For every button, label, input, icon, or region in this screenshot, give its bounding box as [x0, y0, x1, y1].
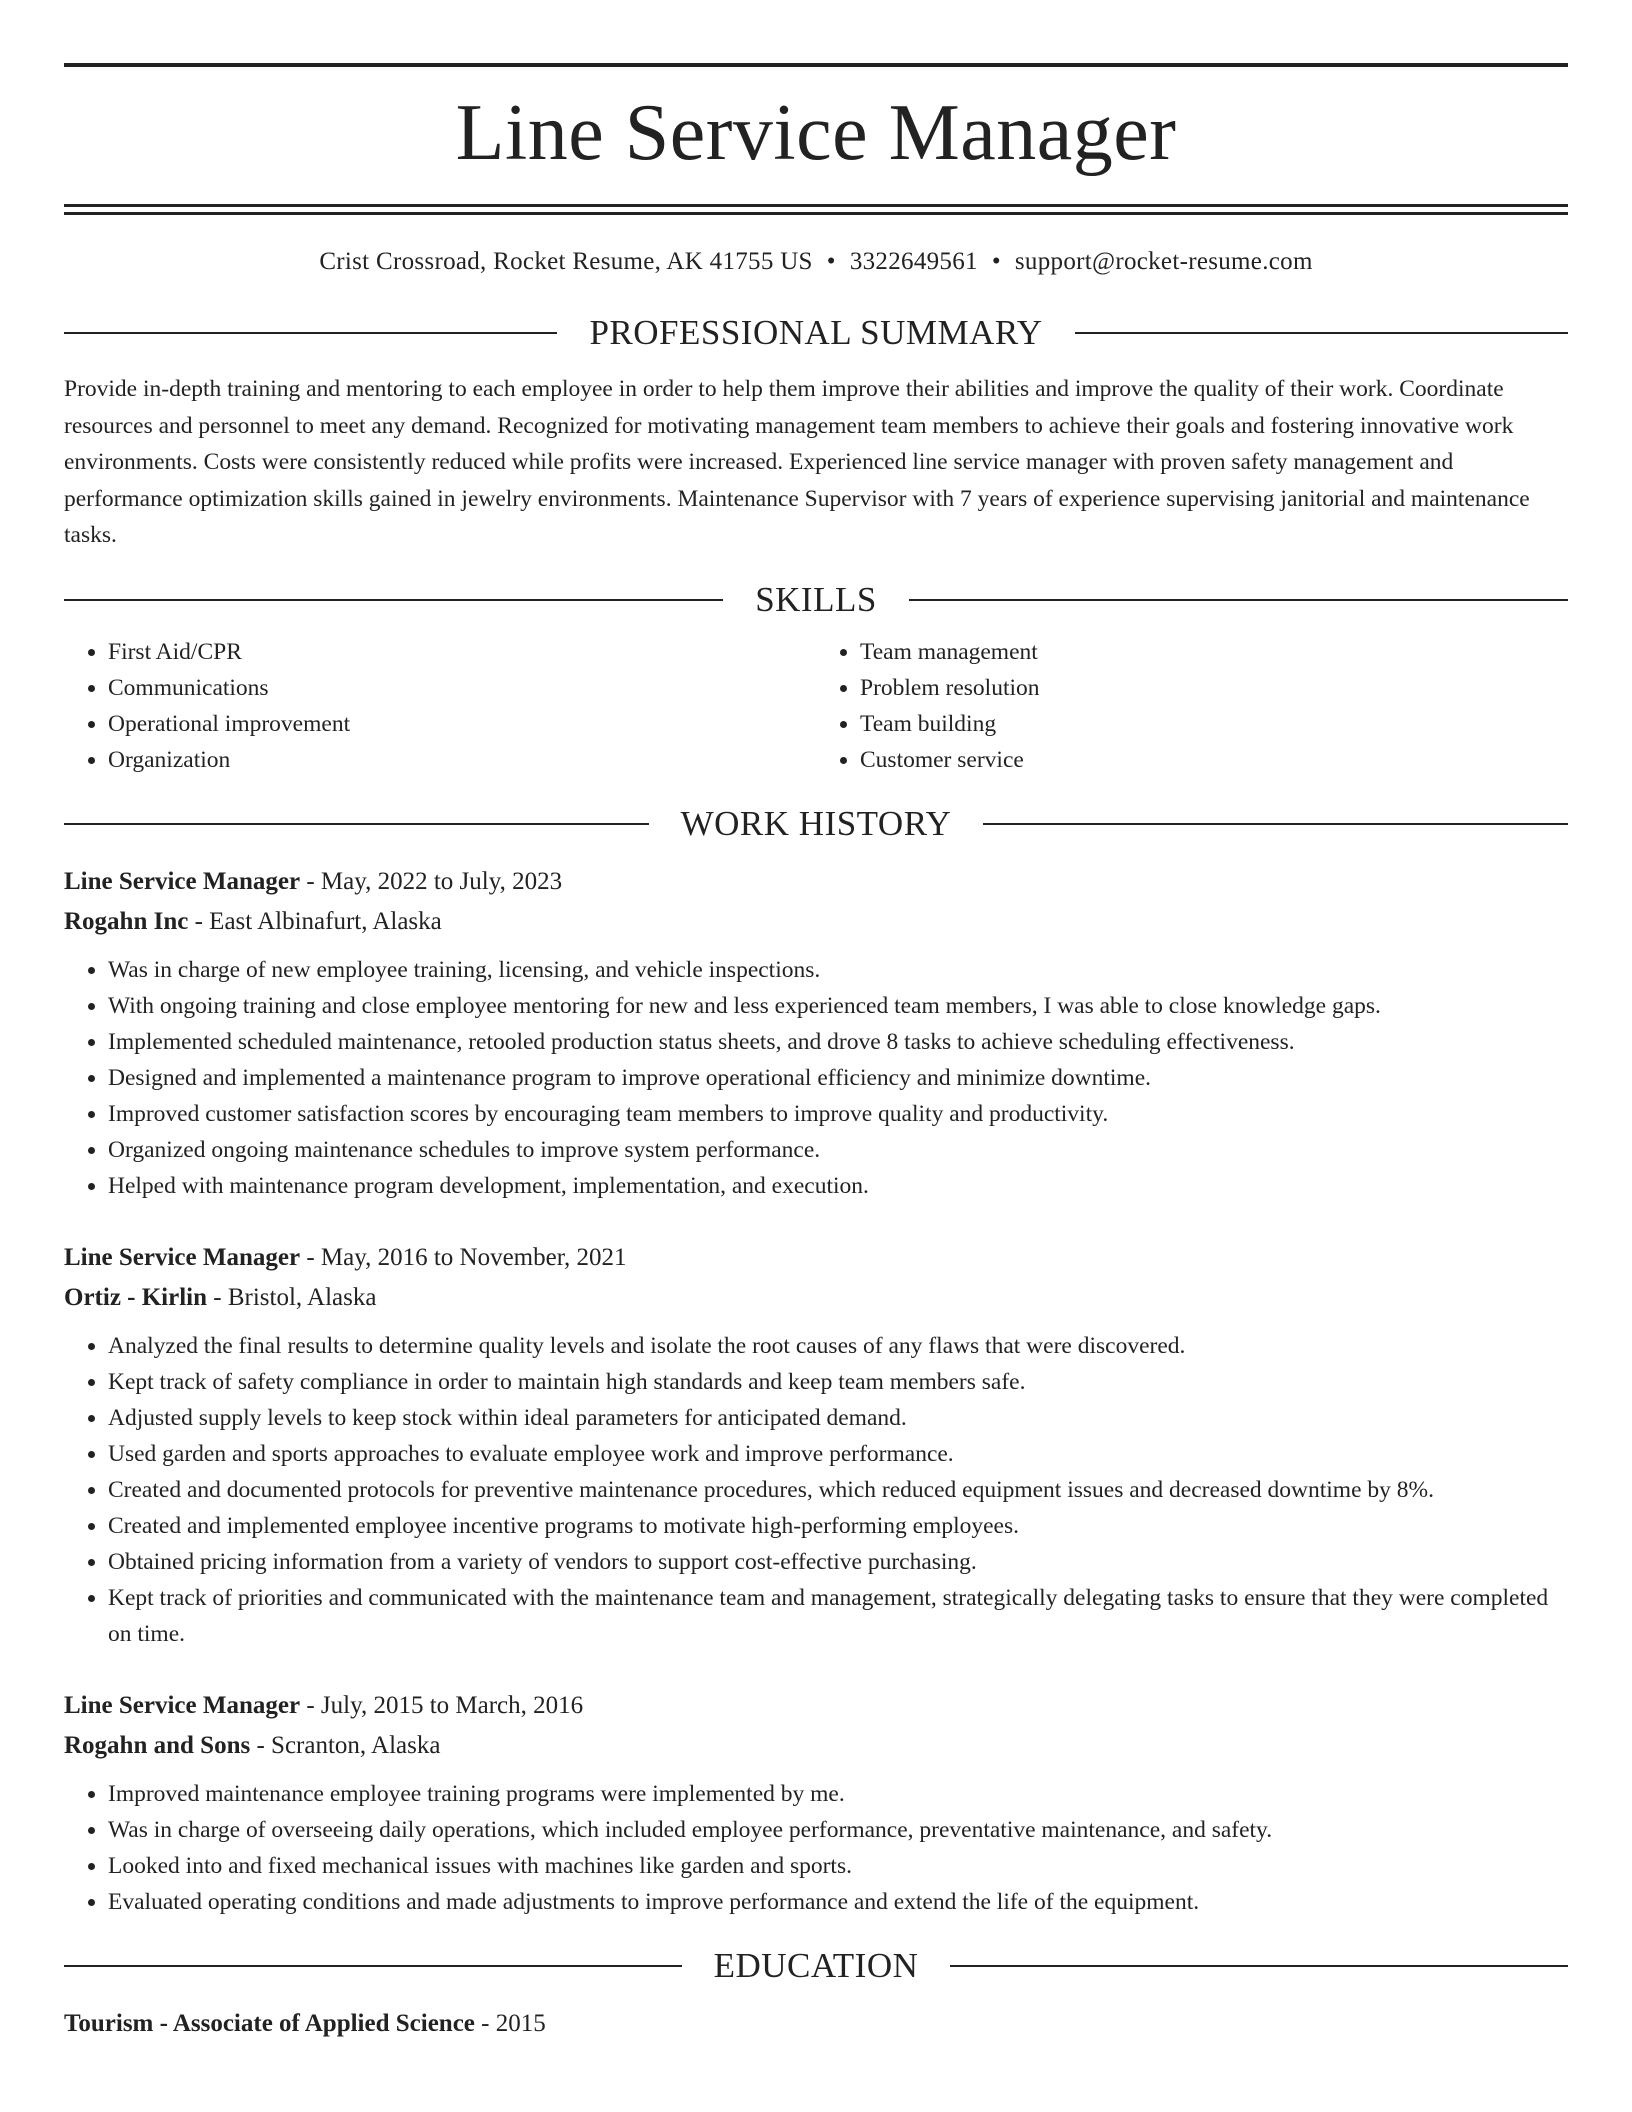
- skill-item: • Customer service: [860, 742, 1568, 778]
- job-entry: [64, 1238, 1568, 1652]
- job-bullet: • Obtained pricing information from a variety of vendors to support cost-effective purchasing.: [108, 1544, 1568, 1580]
- job-title: Line Service Manager: [64, 1691, 301, 1719]
- skills-section-heading: [64, 580, 1568, 620]
- job-title-line: [64, 1686, 1568, 1726]
- job-entry: [64, 1686, 1568, 1920]
- skills-column-right: [816, 634, 1568, 778]
- skill-item: • Operational improvement: [108, 706, 816, 742]
- job-bullet: • Organized ongoing maintenance schedules to improve system performance.: [108, 1132, 1568, 1168]
- job-bullet: • Improved customer satisfaction scores by encouraging team members to improve quality and productivity.: [108, 1096, 1568, 1132]
- job-bullet: • Evaluated operating conditions and made adjustments to improve performance and extend the life of the equipment.: [108, 1884, 1568, 1920]
- education-section-heading: [64, 1946, 1568, 1986]
- contact-phone: 3322649561: [849, 248, 978, 275]
- heading-rule-left: [64, 1965, 682, 1967]
- job-location: - Scranton, Alaska: [250, 1731, 441, 1759]
- job-bullet: • Used garden and sports approaches to evaluate employee work and improve performance.: [108, 1436, 1568, 1472]
- heading-rule-right: [909, 599, 1568, 601]
- heading-rule-right: [983, 823, 1568, 825]
- work-section-heading: [64, 804, 1568, 844]
- education-line: [64, 2004, 1568, 2044]
- job-bullet: • Improved maintenance employee training programs were implemented by me.: [108, 1776, 1568, 1812]
- job-title: Line Service Manager: [64, 867, 301, 895]
- skill-item: • Team building: [860, 706, 1568, 742]
- job-bullet: • Looked into and fixed mechanical issues with machines like garden and sports.: [108, 1848, 1568, 1884]
- contact-line: [64, 245, 1568, 279]
- education-year: - 2015: [474, 2009, 546, 2037]
- heading-rule-left: [64, 332, 557, 334]
- job-bullet: • Analyzed the final results to determine quality levels and isolate the root causes of any flaws that were discovered.: [108, 1328, 1568, 1364]
- job-location: - East Albinafurt, Alaska: [188, 907, 442, 935]
- job-bullets: [64, 952, 1568, 1204]
- job-bullet: • Kept track of safety compliance in order to maintain high standards and keep team members safe.: [108, 1364, 1568, 1400]
- summary-text: Provide in-depth training and mentoring to each employee in order to help them improve their abilities and improve the quality of their work. Coordinate resources and personnel to meet any demand. Recognized for motivating management team members to achieve their goals and fostering innovative work environments. Costs were consistently reduced while profits were increased. Experienced line service manager with proven safety management and performance optimization skills gained in jewelry environments. Maintenance Supervisor with 7 years of experience supervising janitorial and maintenance tasks.: [64, 376, 1530, 548]
- summary-heading: PROFESSIONAL SUMMARY: [589, 313, 1043, 352]
- skills-column-left: [64, 634, 816, 778]
- contact-separator: •: [991, 248, 1001, 275]
- job-bullet: • With ongoing training and close employee mentoring for new and less experienced team members, I was able to close knowledge gaps.: [108, 988, 1568, 1024]
- title-double-rule: [64, 204, 1568, 215]
- summary-section-heading: [64, 313, 1568, 353]
- job-title: Line Service Manager: [64, 1243, 301, 1271]
- job-bullet: • Was in charge of overseeing daily operations, which included employee performance, preventative maintenance, and safety.: [108, 1812, 1568, 1848]
- job-location: - Bristol, Alaska: [207, 1283, 377, 1311]
- job-company-line: [64, 902, 1568, 942]
- job-entry: [64, 862, 1568, 1204]
- heading-rule-left: [64, 599, 723, 601]
- skill-item: • Team management: [860, 634, 1568, 670]
- job-dates: - July, 2015 to March, 2016: [300, 1691, 584, 1719]
- contact-address: Crist Crossroad, Rocket Resume, AK 41755 US: [319, 248, 813, 275]
- job-title-line: [64, 1238, 1568, 1278]
- skills-heading: SKILLS: [755, 579, 877, 619]
- heading-rule-right: [950, 1965, 1568, 1967]
- job-dates: - May, 2016 to November, 2021: [300, 1243, 627, 1271]
- skill-item: • Organization: [108, 742, 816, 778]
- education-heading: EDUCATION: [713, 1945, 919, 1985]
- resume-page: [64, 0, 1568, 2044]
- job-company: Rogahn Inc: [64, 907, 189, 935]
- job-company-line: [64, 1726, 1568, 1766]
- job-company: Rogahn and Sons: [64, 1731, 251, 1759]
- contact-email: support@rocket-resume.com: [1014, 248, 1313, 275]
- job-title-line: [64, 862, 1568, 902]
- resume-title: Line Service Manager: [455, 89, 1177, 177]
- job-bullet: • Created and implemented employee incentive programs to motivate high-performing employees.: [108, 1508, 1568, 1544]
- work-heading: WORK HISTORY: [680, 803, 952, 843]
- job-bullet: • Adjusted supply levels to keep stock within ideal parameters for anticipated demand.: [108, 1400, 1568, 1436]
- education-degree: Tourism - Associate of Applied Science: [64, 2009, 475, 2037]
- job-dates: - May, 2022 to July, 2023: [300, 867, 563, 895]
- contact-separator: •: [826, 248, 836, 275]
- job-bullets: [64, 1776, 1568, 1920]
- heading-rule-right: [1075, 332, 1568, 334]
- job-bullets: [64, 1328, 1568, 1652]
- job-company: Ortiz - Kirlin: [64, 1283, 208, 1311]
- education-entry: [64, 2004, 1568, 2044]
- skills-list: [64, 634, 1568, 778]
- job-bullet: • Was in charge of new employee training, licensing, and vehicle inspections.: [108, 952, 1568, 988]
- heading-rule-left: [64, 823, 649, 825]
- job-bullet: • Implemented scheduled maintenance, retooled production status sheets, and drove 8 tasks to achieve scheduling effectiveness.: [108, 1024, 1568, 1060]
- job-bullet: • Kept track of priorities and communicated with the maintenance team and management, strategically delegating tasks to ensure that they were completed on time.: [108, 1580, 1568, 1652]
- job-company-line: [64, 1278, 1568, 1318]
- skill-item: • First Aid/CPR: [108, 634, 816, 670]
- job-bullet: • Helped with maintenance program development, implementation, and execution.: [108, 1168, 1568, 1204]
- job-bullet: • Created and documented protocols for preventive maintenance procedures, which reduced equipment issues and decreased downtime by 8%.: [108, 1472, 1568, 1508]
- skill-item: • Communications: [108, 670, 816, 706]
- job-bullet: • Designed and implemented a maintenance program to improve operational efficiency and minimize downtime.: [108, 1060, 1568, 1096]
- skill-item: • Problem resolution: [860, 670, 1568, 706]
